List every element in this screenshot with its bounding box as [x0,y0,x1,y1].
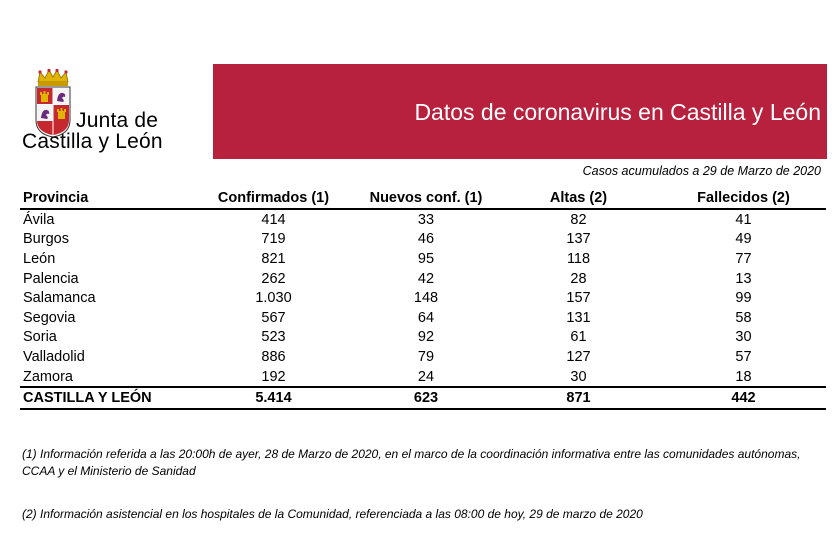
logo-text-line2: Castilla y León [22,130,163,153]
cell-confirmados: 192 [261,368,286,385]
cell-altas: 28 [570,270,587,287]
cell-nuevos: 95 [417,250,435,267]
cell-fallecidos: 18 [735,368,752,385]
total-confirmados: 5.414 [191,387,356,409]
table-header-row [20,188,826,209]
table-row [20,209,826,230]
total-label: CASTILLA Y LEÓN [20,387,191,409]
cell-altas: 118 [566,250,591,267]
cell-altas: 137 [566,231,591,248]
cell-confirmados: 1.030 [255,290,292,307]
cell-fallecidos: 41 [735,211,752,228]
cell-provincia: Zamora [23,368,73,385]
cell-altas: 157 [566,290,591,307]
cell-altas: 131 [566,309,591,326]
cell-fallecidos: 49 [735,231,752,248]
date-subtitle: Casos acumulados a 29 de Marzo de 2020 [582,164,821,178]
cell-provincia: Segovia [23,309,76,326]
cell-confirmados: 821 [261,250,286,267]
page-title: Datos de coronavirus en Castilla y León [414,99,821,125]
cell-nuevos: 42 [417,270,435,287]
total-fallecidos: 442 [661,387,826,409]
cell-altas: 82 [570,211,587,228]
title-banner [213,64,827,159]
table-row [20,308,826,328]
junta-logo [20,68,195,158]
data-table [20,188,826,410]
cell-confirmados: 886 [261,348,286,365]
column-header-altas: Altas (2) [496,188,661,209]
table-row [20,367,826,388]
cell-fallecidos: 13 [735,270,752,287]
table-row [20,269,826,289]
cell-nuevos: 46 [417,231,435,248]
table-row [20,328,826,348]
cell-fallecidos: 77 [735,250,752,267]
cell-nuevos: 148 [413,290,439,307]
column-header-nuevos: Nuevos conf. (1) [356,188,496,209]
cell-provincia: Valladolid [23,348,85,365]
cell-nuevos: 92 [417,329,435,346]
cell-confirmados: 523 [261,329,286,346]
cell-provincia: Soria [23,329,57,346]
column-header-fallecidos: Fallecidos (2) [661,188,826,209]
cell-fallecidos: 99 [735,290,752,307]
cell-provincia: Salamanca [23,290,96,307]
cell-altas: 127 [566,348,591,365]
cell-nuevos: 79 [417,348,435,365]
table-row [20,288,826,308]
cell-confirmados: 567 [261,309,286,326]
cell-fallecidos: 58 [735,309,752,326]
cell-confirmados: 414 [261,211,286,228]
crest-icon [32,68,74,138]
cell-nuevos: 33 [417,211,435,228]
footnote-2: (2) Información asistencial en los hospitales de la Comunidad, referenciada a las 08:00 de hoy, 29 de marzo de 2020 [22,507,643,521]
cell-altas: 30 [570,368,587,385]
table-row [20,249,826,269]
logo-text-line1: Junta de [76,109,159,132]
footnote-1: (1) Información referida a las 20:00h de ayer, 28 de Marzo de 2020, en el marco de la coordinación informativa entre las comunidades autónomas, CCAA y el Ministerio de Sanidad [22,447,801,478]
column-header-confirmados: Confirmados (1) [191,188,356,209]
cell-provincia: León [23,250,56,267]
cell-provincia: Burgos [23,231,69,248]
table-row [20,347,826,367]
total-nuevos: 623 [356,387,496,409]
table-row [20,230,826,250]
total-altas: 871 [496,387,661,409]
cell-altas: 61 [570,329,587,346]
cell-nuevos: 64 [417,309,435,326]
cell-provincia: Palencia [23,270,79,287]
cell-fallecidos: 30 [735,329,752,346]
column-header-provincia: Provincia [20,188,191,209]
cell-fallecidos: 57 [735,348,752,365]
cell-confirmados: 719 [261,231,286,248]
cell-confirmados: 262 [261,270,286,287]
cell-provincia: Ávila [23,211,55,228]
table-total-row [20,387,826,409]
cell-nuevos: 24 [417,368,435,385]
